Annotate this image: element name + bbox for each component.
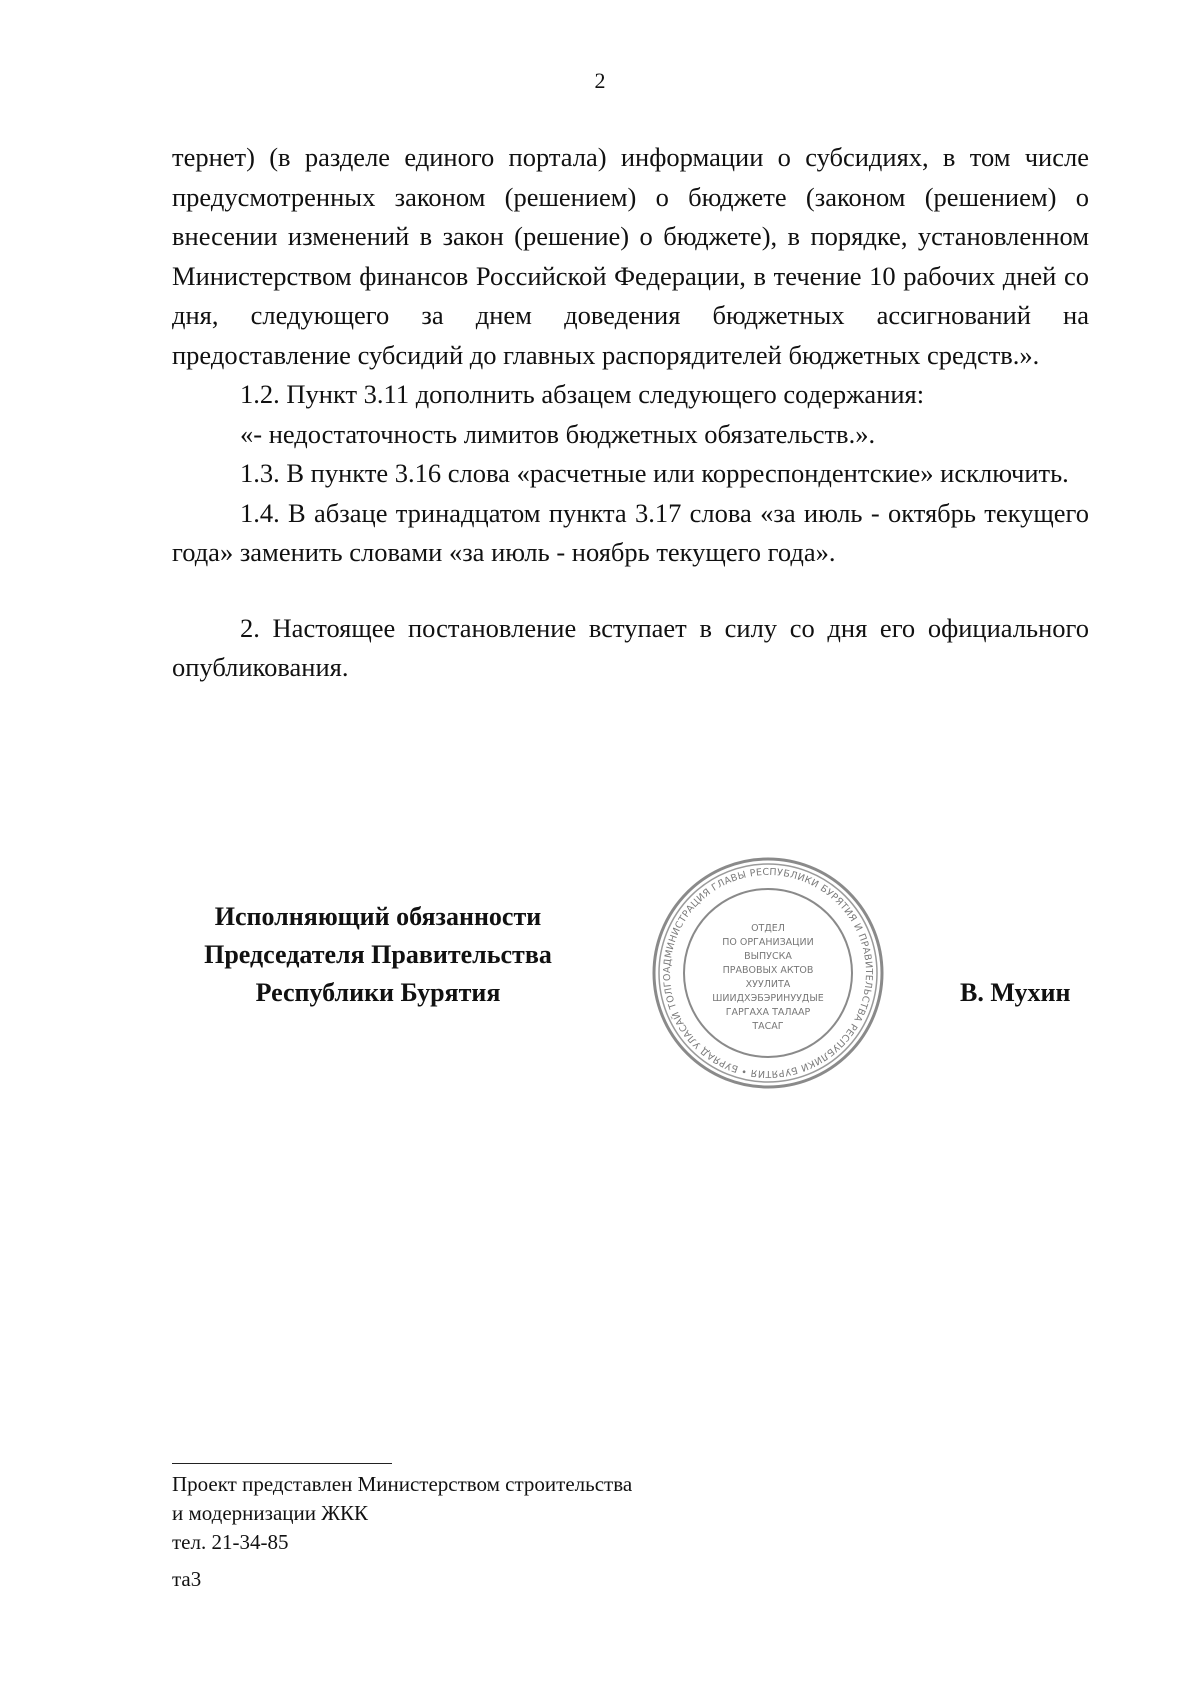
seal-line-1: ОТДЕЛ	[751, 923, 785, 934]
seal-graphic	[650, 855, 886, 1091]
footer-note	[172, 1470, 632, 1557]
signatory-name: В. Мухин	[960, 978, 1071, 1007]
paragraph-item-1-4: 1.4. В абзаце тринадцатом пункта 3.17 слова «за июль - октябрь текущего года» заменить словами «за июль - ноябрь текущего года».	[172, 497, 1089, 567]
paragraph-item-1-2-addition: «- недостаточность лимитов бюджетных обязательств.».	[240, 418, 876, 449]
page-number: 2	[594, 68, 606, 93]
paragraph-item-2: 2. Настоящее постановление вступает в силу со дня его официального опубликования.	[172, 612, 1089, 682]
footer-divider	[172, 1463, 392, 1464]
signatory-title-line-3: Республики Бурятия	[255, 978, 501, 1007]
paragraph-item-1-2: 1.2. Пункт 3.11 дополнить абзацем следующего содержания:	[240, 379, 925, 409]
seal-line-8: ТАСАГ	[752, 1021, 784, 1032]
official-seal-stamp	[650, 855, 886, 1091]
signatory-title-line-2: Председателя Правительства	[204, 940, 552, 969]
paragraph-continuation: тернет) (в разделе единого портала) информации о субсидиях, в том числе предусмотренных законом (решением) о бюджете (законом (решением) о внесении изменений в закон (решение) о бюджете), в порядке, установленном Министерством финансов Российской Федерации, в течение 10 рабочих дней со дня, следующего за днем доведения бюджетных ассигнований на предоставление субсидий до главных распорядителей бюджетных средств.».	[172, 142, 1089, 370]
signatory-title	[168, 898, 588, 1012]
footer-phone: тел. 21-34-85	[172, 1530, 289, 1554]
seal-line-3: ВЫПУСКА	[744, 951, 792, 962]
paragraph-item-1-3: 1.3. В пункте 3.16 слова «расчетные или корреспондентские» исключить.	[240, 458, 1069, 488]
seal-line-2: ПО ОРГАНИЗАЦИИ	[722, 937, 814, 948]
document-body	[172, 138, 1089, 688]
seal-line-5: ХУУЛИТА	[745, 979, 791, 990]
seal-line-4: ПРАВОВЫХ АКТОВ	[722, 965, 814, 976]
seal-outer-text: АДМИНИСТРАЦИЯ ГЛАВЫ РЕСПУБЛИКИ БУРЯТИЯ И ПРАВИТЕЛЬСТВА РЕСПУБЛИКИ БУРЯТИЯ • БУРЯАД УЛАСАЙ ТОЛГО	[661, 866, 875, 1080]
signatory-title-line-1: Исполняющий обязанности	[214, 902, 542, 931]
footer-code: та3	[172, 1567, 202, 1591]
seal-line-7: ГАРГАХА ТАЛААР	[725, 1007, 811, 1018]
footer-line-1: Проект представлен Министерством строительства	[172, 1472, 633, 1496]
footer-line-2: и модернизации ЖКК	[172, 1501, 369, 1525]
seal-line-6: ШИИДХЭБЭРИНУУДЫЕ	[712, 993, 824, 1004]
